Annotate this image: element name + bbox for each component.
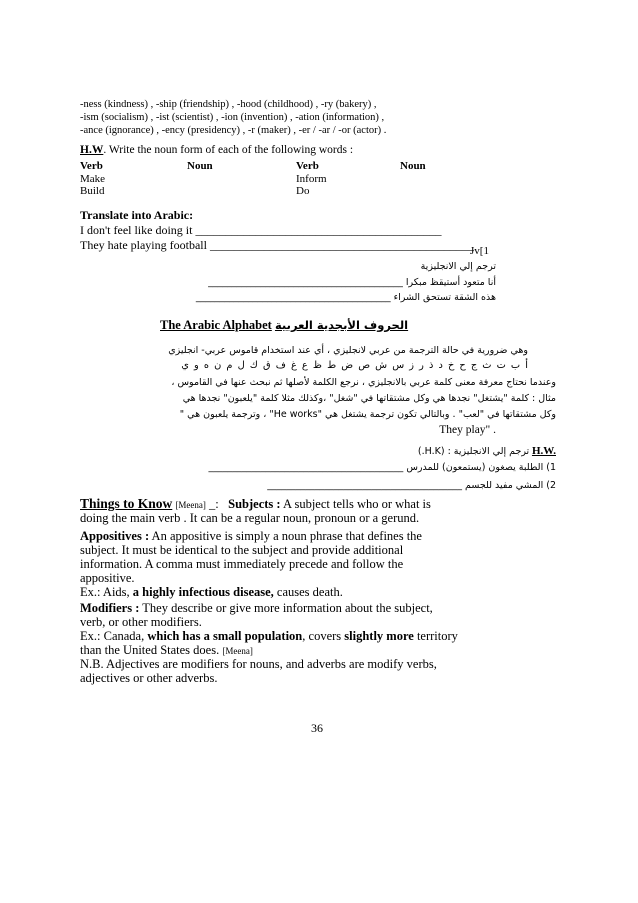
modifiers-line-1 [80, 601, 433, 615]
example-prefix: Ex.: Aids, [80, 585, 133, 599]
table-cell-verb: Inform [296, 173, 327, 185]
hw-instruction [80, 144, 353, 156]
table-header-verb: Verb [296, 160, 319, 172]
example-line: than the United States does. [80, 643, 223, 657]
example-bold: slightly more [344, 629, 414, 643]
hw2-label: H.W. [531, 445, 556, 457]
table-cell-verb: Do [296, 185, 310, 197]
alphabet-line: وهي ضرورية في حالة الترجمة من عربي لانجليزي ، أي عند استخدام قاموس عربي- انجليزي [168, 345, 528, 356]
things-heading: Things to Know [80, 496, 173, 511]
example-bold: which has a small population [147, 629, 303, 643]
appositives-text: An appositive is simply a noun phrase that defines the [149, 529, 422, 543]
suffix-line: -ness (kindness) , -ship (friendship) , -hood (childhood) , -ry (bakery) , [80, 99, 377, 110]
table-cell-verb: Make [80, 173, 106, 185]
lv-tag: Jv[1 [470, 245, 489, 257]
meena-tag: [Meena] [222, 646, 253, 656]
translate-line: They hate playing football ____________________________________________ [80, 238, 474, 252]
alphabet-line: مثال : كلمة "يشتغل" نجدها هي وكل مشتقاتها في "شغل" ،وكذلك مثلا كلمة "يلعبون" نجدها هي [182, 393, 556, 404]
they-play-text: They play" . [439, 424, 496, 436]
translate-heading: Translate into Arabic: [80, 208, 194, 222]
subjects-text: A subject tells who or what is [280, 497, 431, 511]
alphabet-letters: أ ب ت ث ج ح خ د ذ ر ز س ش ص ض ط ظ ع غ ف ق ك ل م ن ه و ي [181, 360, 528, 371]
modifiers-example-line-2 [80, 643, 253, 658]
subjects-label: Subjects : [228, 497, 281, 511]
hw2-block [418, 445, 556, 457]
appositives-text-line: subject. It must be identical to the subject and provide additional [80, 543, 404, 557]
things-line-1 [80, 497, 431, 512]
alphabet-line: وعندما نحتاج معرفة معنى كلمة عربي بالانجليزي ، نرجع الكلمة لأصلها ثم نبحث عنها في القاموس ، [171, 377, 556, 388]
hw-label: H.W [80, 144, 104, 156]
appositives-example [80, 585, 343, 599]
suffix-line: -ance (ignorance) , -ency (presidency) , -r (maker) , -er / -ar / -or (actor) . [80, 125, 387, 136]
table-header-verb: Verb [80, 160, 103, 172]
translate-line: I don't feel like doing it _________________________________________ [80, 223, 442, 237]
nb-line: N.B. Adjectives are modifiers for nouns, and adverbs are modify verbs, [80, 657, 437, 671]
appositives-line-1 [80, 529, 422, 543]
suffix-line: -ism (socialism) , -ist (scientist) , -ion (invention) , -ation (information) , [80, 112, 385, 123]
hw2-text: ترجم إلي الانجليزية : (H.K.) [417, 446, 530, 457]
table-header-noun: Noun [187, 160, 213, 172]
hw2-exercise: 1) الطلبة يصغون (يستمعون) للمدرس _________________________________________ [208, 462, 556, 473]
page-number: 36 [311, 721, 323, 735]
meena-tag: [Meena] [175, 500, 206, 510]
hw-text: . Write the noun form of each of the following words : [103, 144, 354, 156]
example-bold: a highly infectious disease, [132, 585, 274, 599]
appositives-label: Appositives : [80, 529, 150, 543]
table-cell-verb: Build [80, 185, 105, 197]
alphabet-line: وكل مشتقاتها في "لعب" . وبالتالي تكون ترجمة يشتغل هي "He works" ، وترجمة يلعبون هي " [179, 409, 556, 420]
nb-line: adjectives or other adverbs. [80, 671, 218, 685]
modifiers-text-line: verb, or other modifiers. [80, 615, 202, 629]
alphabet-title-ar: الحروف الأبجدية العربية [274, 318, 409, 332]
hw2-exercise: 2) المشي مفيد للجسم _________________________________________ [267, 480, 556, 491]
modifiers-example [80, 629, 458, 643]
arabic-line: أنا متعود أستيقظ مبكرا _________________________________________ [208, 277, 496, 288]
modifiers-label: Modifiers : [80, 601, 140, 615]
arabic-line: هذه الشقة تستحق الشراء _________________________________________ [195, 292, 496, 303]
example-prefix: Ex.: Canada, [80, 629, 148, 643]
table-header-noun: Noun [400, 160, 426, 172]
appositives-text-line: appositive. [80, 571, 135, 585]
modifiers-text: They describe or give more information about the subject, [139, 601, 433, 615]
appositives-text-line: information. A comma must immediately precede and follow the [80, 557, 404, 571]
example-suffix: causes death. [273, 585, 343, 599]
example-suffix: territory [413, 629, 458, 643]
colon-text: _: [205, 497, 219, 511]
example-mid: , covers [302, 629, 345, 643]
alphabet-title [160, 318, 408, 333]
arabic-heading: ترجم إلي الانجليزية [420, 261, 496, 272]
alphabet-title-en: The Arabic Alphabet [160, 318, 272, 332]
subjects-text-line: doing the main verb . It can be a regular noun, pronoun or a gerund. [80, 511, 420, 525]
